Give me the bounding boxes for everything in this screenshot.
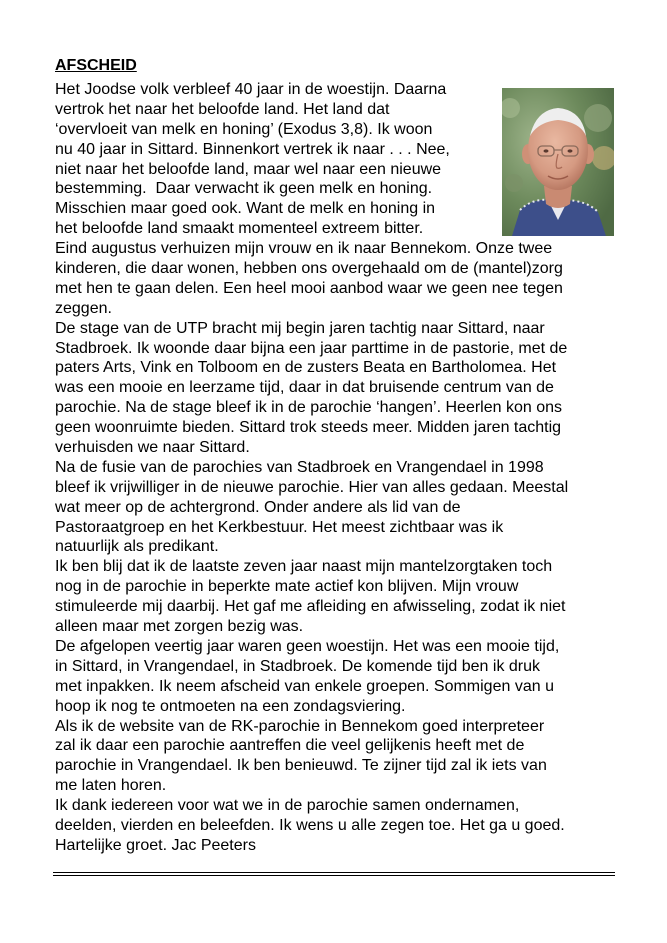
article-title: AFSCHEID xyxy=(55,57,137,74)
article-line: niet naar het beloofde land, maar wel naar een nieuwe xyxy=(55,160,442,178)
article-line: ‘overvloeit van melk en honing’ (Exodus 3,8). Ik woon xyxy=(55,120,433,138)
article-line: nog in de parochie in beperkte mate actief kon blijven. Mijn vrouw xyxy=(55,578,519,596)
article-line: Als ik de website van de RK-parochie in Bennekom goed interpreteer xyxy=(55,717,545,735)
article-line: bleef ik vrijwilliger in de nieuwe parochie. Hier van alles gedaan. Meestal xyxy=(55,478,569,496)
article-line: me laten horen. xyxy=(55,777,167,795)
article-line: het beloofde land smaakt momenteel extreem bitter. xyxy=(55,220,424,238)
article-line: was een mooie en leerzame tijd, daar in dat bruisende centrum van de xyxy=(55,379,554,397)
article-line: met hen te gaan delen. Een heel mooi aanbod waar we geen nee tegen xyxy=(55,279,563,297)
article-line: geen woonruimte bieden. Sittard trok steeds meer. Midden jaren tachtig xyxy=(55,419,562,437)
article-line: natuurlijk als predikant. xyxy=(55,538,219,556)
article-line: bestemming. Daar verwacht ik geen melk en honing. xyxy=(55,180,433,198)
article-line: Hartelijke groet. Jac Peeters xyxy=(55,836,256,854)
article-line: verhuisden we naar Sittard. xyxy=(55,439,250,457)
article-line: Na de fusie van de parochies van Stadbroek en Vrangendael in 1998 xyxy=(55,458,544,476)
article-line: zal ik daar een parochie aantreffen die veel gelijkenis heeft met de xyxy=(55,737,525,755)
article-line: Eind augustus verhuizen mijn vrouw en ik naar Bennekom. Onze twee xyxy=(55,240,553,258)
article-line: vertrok het naar het beloofde land. Het land dat xyxy=(55,100,390,118)
article-line: parochie in Vrangendael. Ik ben benieuwd. Te zijner tijd zal ik iets van xyxy=(55,757,547,775)
article-line: deelden, vierden en beleefden. Ik wens u alle zegen toe. Het ga u goed. xyxy=(55,816,565,834)
article-line: wat meer op de achtergrond. Onder andere als lid van de xyxy=(55,498,461,516)
article-line: Ik ben blij dat ik de laatste zeven jaar naast mijn mantelzorgtaken toch xyxy=(55,558,553,576)
article-line: Pastoraatgroep en het Kerkbestuur. Het meest zichtbaar was ik xyxy=(55,518,504,536)
article-body xyxy=(55,80,568,856)
footer-rule-bottom xyxy=(53,875,615,876)
article-line: met inpakken. Ik neem afscheid van enkele groepen. Sommigen van u xyxy=(55,677,554,695)
article-line: Misschien maar goed ook. Want de melk en honing in xyxy=(55,200,436,218)
article-line: Het Joodse volk verbleef 40 jaar in de woestijn. Daarna xyxy=(55,81,447,98)
article-line: in Sittard, in Vrangendael, in Stadbroek. De komende tijd ben ik druk xyxy=(55,657,541,675)
article-line: De stage van de UTP bracht mij begin jaren tachtig naar Sittard, naar xyxy=(55,319,545,337)
article-line: De afgelopen veertig jaar waren geen woestijn. Het was een mooie tijd, xyxy=(55,637,560,655)
article-line: hoop ik nog te ontmoeten na een zondagsviering. xyxy=(55,697,406,715)
article-line: kinderen, die daar wonen, hebben ons overgehaald om de (mantel)zorg xyxy=(55,260,563,278)
article-line: Stadbroek. Ik woonde daar bijna een jaar parttime in de pastorie, met de xyxy=(55,339,568,357)
article-line: nu 40 jaar in Sittard. Binnenkort vertrek ik naar . . . Nee, xyxy=(55,140,450,158)
article-line: alleen maar met zorgen bezig was. xyxy=(55,618,304,636)
article-line: zeggen. xyxy=(55,299,112,317)
footer-rule-top xyxy=(53,872,615,873)
article-line: parochie. Na de stage bleef ik in de parochie ‘hangen’. Heerlen kon ons xyxy=(55,399,562,417)
article-line: stimuleerde mij daarbij. Het gaf me afleiding en afwisseling, zodat ik niet xyxy=(55,598,566,616)
article-line: paters Arts, Vink en Tolboom en de zusters Beata en Bartholomea. Het xyxy=(55,359,557,377)
article-line: Ik dank iedereen voor wat we in de parochie samen ondernamen, xyxy=(55,797,520,815)
